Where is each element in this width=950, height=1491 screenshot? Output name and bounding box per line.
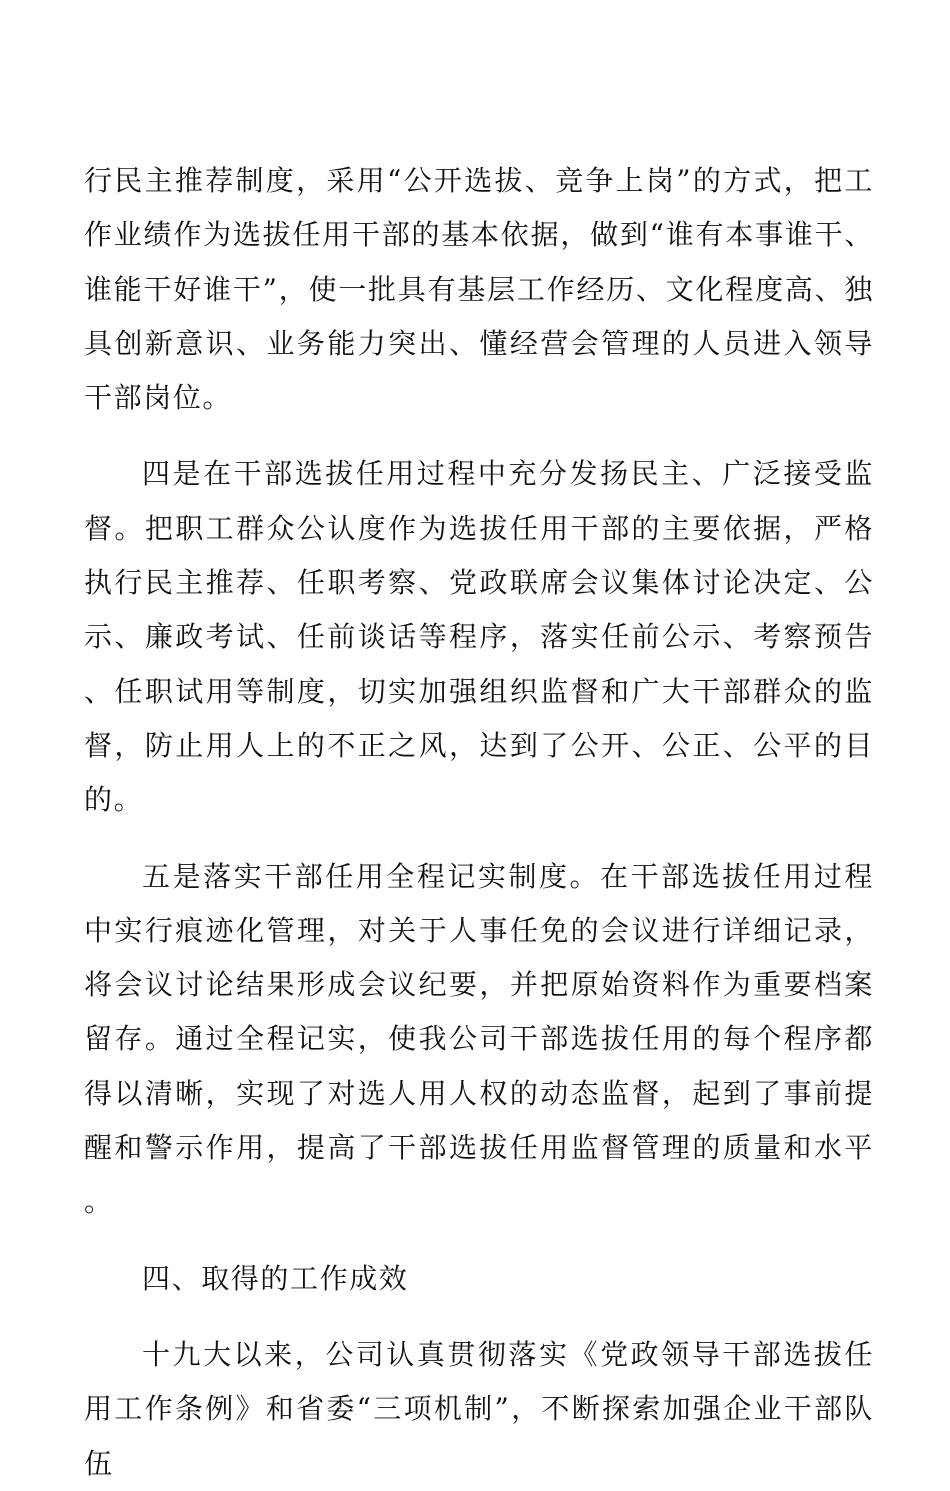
paragraph-continuation: 行民主推荐制度，采用“公开选拔、竞争上岗”的方式，把工作业绩作为选拔任用干部的基本依据，做到“谁有本事谁干、谁能干好谁干”，使一批具有基层工作经历、文化程度高、独具创新意识、业务能力突出、懂经营会管理的人员进入领导干部岗位。	[84, 164, 874, 415]
section-heading: 四、取得的工作成效	[142, 1261, 409, 1295]
document-body	[84, 154, 874, 1491]
paragraph-closing: 十九大以来，公司认真贯彻落实《党政领导干部选拔任用工作条例》和省委“三项机制”，不断探索加强企业干部队伍	[84, 1337, 874, 1480]
paragraph-point-four: 四是在干部选拔任用过程中充分发扬民主、广泛接受监督。把职工群众公认度作为选拔任用干部的主要依据，严格执行民主推荐、任职考察、党政联席会议集体讨论决定、公示、廉政考试、任前谈话等程序，落实任前公示、考察预告、任职试用等制度，切实加强组织监督和广大干部群众的监督，防止用人上的不正之风，达到了公开、公正、公平的目的。	[84, 457, 874, 817]
paragraph-point-five: 五是落实干部任用全程记实制度。在干部选拔任用过程中实行痕迹化管理，对关于人事任免的会议进行详细记录，将会议讨论结果形成会议纪要，并把原始资料作为重要档案留存。通过全程记实，使我公司干部选拔任用的每个程序都得以清晰，实现了对选人用人权的动态监督，起到了事前提醒和警示作用，提高了干部选拔任用监督管理的质量和水平。	[84, 859, 874, 1219]
